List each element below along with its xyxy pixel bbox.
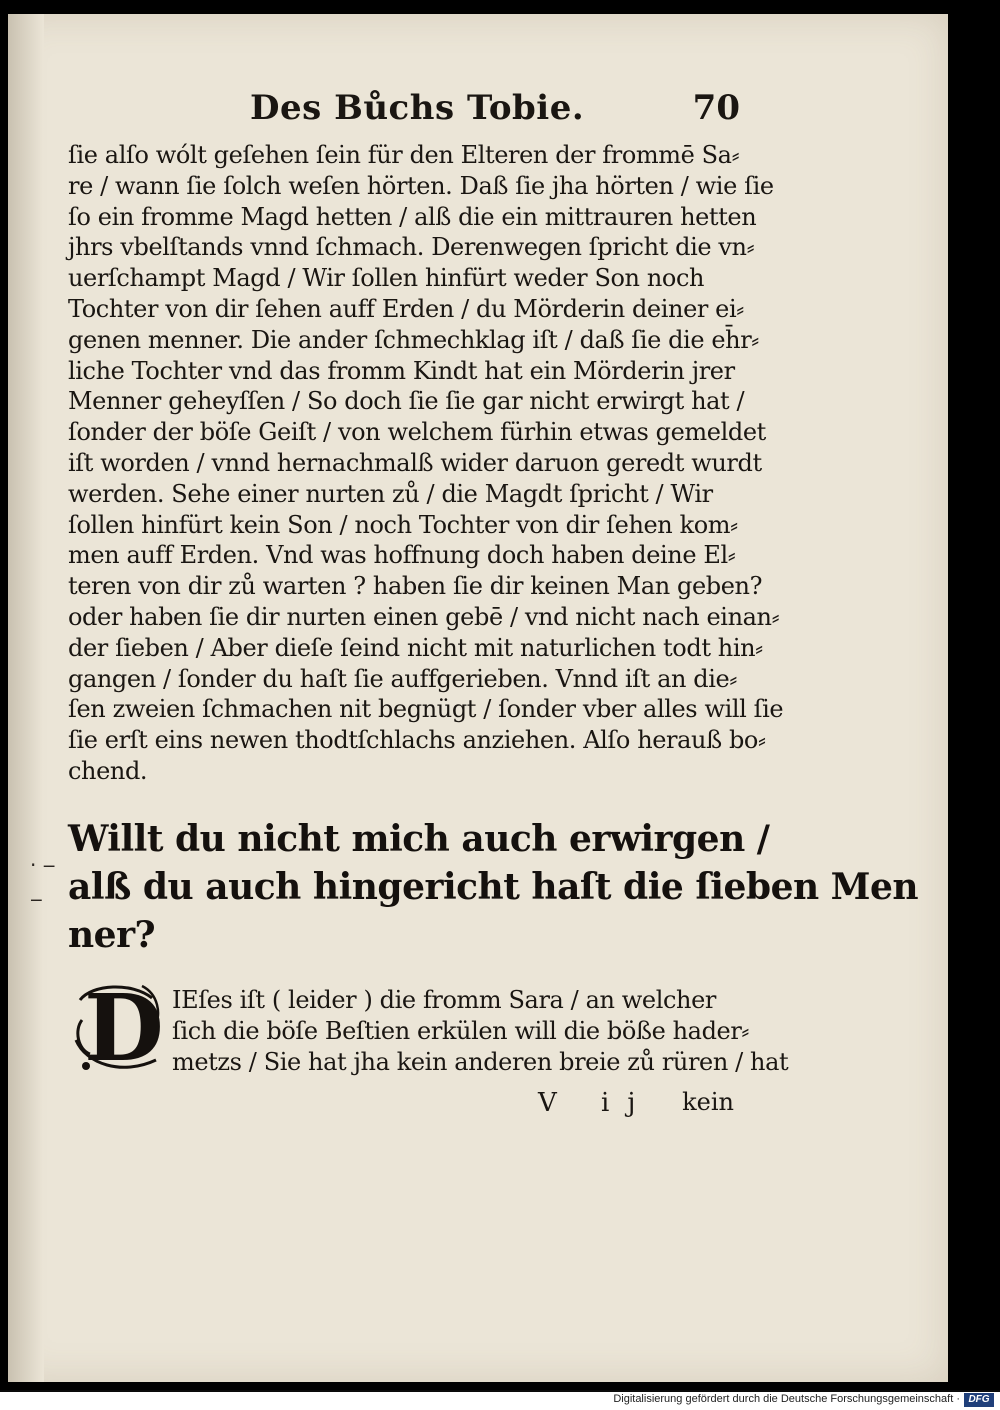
- text-line: IEſes iſt ( leider ) die fromm Sara / an welcher: [172, 986, 716, 1014]
- text-line: der ſieben / Aber dieſe ſeind nicht mit naturlichen todt hin⸗: [68, 633, 763, 662]
- text-line: teren von dir zů warten ? haben ſie dir keinen Man geben?: [68, 572, 763, 601]
- main-text-block: [68, 140, 784, 787]
- running-head: [250, 88, 740, 132]
- text-line: Tochter von dir ſehen auff Erden / du Mörderin deiner ei⸗: [68, 294, 744, 323]
- text-line: ſie alſo wólt geſehen ſein für den Elteren der frommē Sa⸗: [68, 141, 740, 169]
- text-line: ſollen hinfürt kein Son / noch Tochter von dir ſehen kom⸗: [68, 510, 738, 539]
- initial-letter: D: [84, 974, 164, 1082]
- margin-dash-mark: ‒: [30, 887, 43, 911]
- heading-line: Willt du nicht mich auch erwirgen /: [68, 818, 770, 860]
- margin-dash-mark: · ‒: [30, 853, 56, 877]
- running-title: Des Bůchs Tobie.: [250, 88, 585, 128]
- signature-mark: V ij: [538, 1088, 654, 1118]
- text-line: chend.: [68, 756, 148, 785]
- heading-line: alß du auch hingericht haſt die ſieben Men: [68, 866, 919, 908]
- page-gutter-shadow: [8, 14, 44, 1382]
- text-line: metzs / Sie hat jha kein anderen breie zů rüren / hat: [172, 1047, 789, 1076]
- text-line: jhrs vbelſtands vnnd ſchmach. Derenwegen ſpricht die vn⸗: [68, 233, 755, 262]
- decorated-initial: [72, 974, 164, 1082]
- text-line: ſich die böſe Beſtien erkülen will die böße hader⸗: [172, 1016, 750, 1045]
- catchword: kein: [682, 1088, 734, 1116]
- text-line: oder haben ſie dir nurten einen gebē / vnd nicht nach einan⸗: [68, 602, 780, 631]
- dfg-logo: DFG: [964, 1393, 994, 1407]
- catch-line: [68, 1088, 738, 1122]
- text-line: men auff Erden. Vnd was hoffnung doch haben deine El⸗: [68, 541, 736, 570]
- text-line: gangen / ſonder du haſt ſie auffgerieben. Vnnd iſt an die⸗: [68, 664, 737, 693]
- section-heading: [68, 815, 919, 959]
- text-line: ſen zweien ſchmachen nit begnügt / ſonder vber alles will ſie: [68, 695, 784, 724]
- text-line: ſonder der böſe Geiſt / von welchem fürhin etwas gemeldet: [68, 418, 766, 447]
- text-line: werden. Sehe einer nurten zů / die Magdt ſpricht / Wir: [68, 479, 713, 508]
- footer-credit: Digitalisierung gefördert durch die Deutsche Forschungsgemeinschaft ·: [613, 1393, 960, 1405]
- margin-marks: [30, 848, 55, 916]
- text-line: genen menner. Die ander ſchmechklag iſt / daß ſie die eh̄r⸗: [68, 325, 759, 354]
- heading-line: ner?: [68, 914, 156, 956]
- text-line: re / wann ſie ſolch weſen hörten. Daß ſie jha hörten / wie ſie: [68, 171, 774, 200]
- text-line: ſie erſt eins newen thodtſchlachs anziehen. Alſo herauß bo⸗: [68, 726, 766, 755]
- text-line: iſt worden / vnnd hernachmalß wider daruon geredt wurdt: [68, 448, 762, 477]
- text-line: ſo ein fromme Magd hetten / alß die ein mittrauren hetten: [68, 202, 757, 231]
- text-line: Menner geheyſſen / So doch ſie ſie gar nicht erwirgt hat /: [68, 387, 745, 416]
- page-number: 70: [692, 88, 740, 128]
- text-line: liche Tochter vnd das fromm Kindt hat ein Mörderin jrer: [68, 356, 735, 385]
- paragraph-two: [172, 985, 789, 1077]
- text-line: uerſchampt Magd / Wir ſollen hinfürt weder Son noch: [68, 264, 705, 293]
